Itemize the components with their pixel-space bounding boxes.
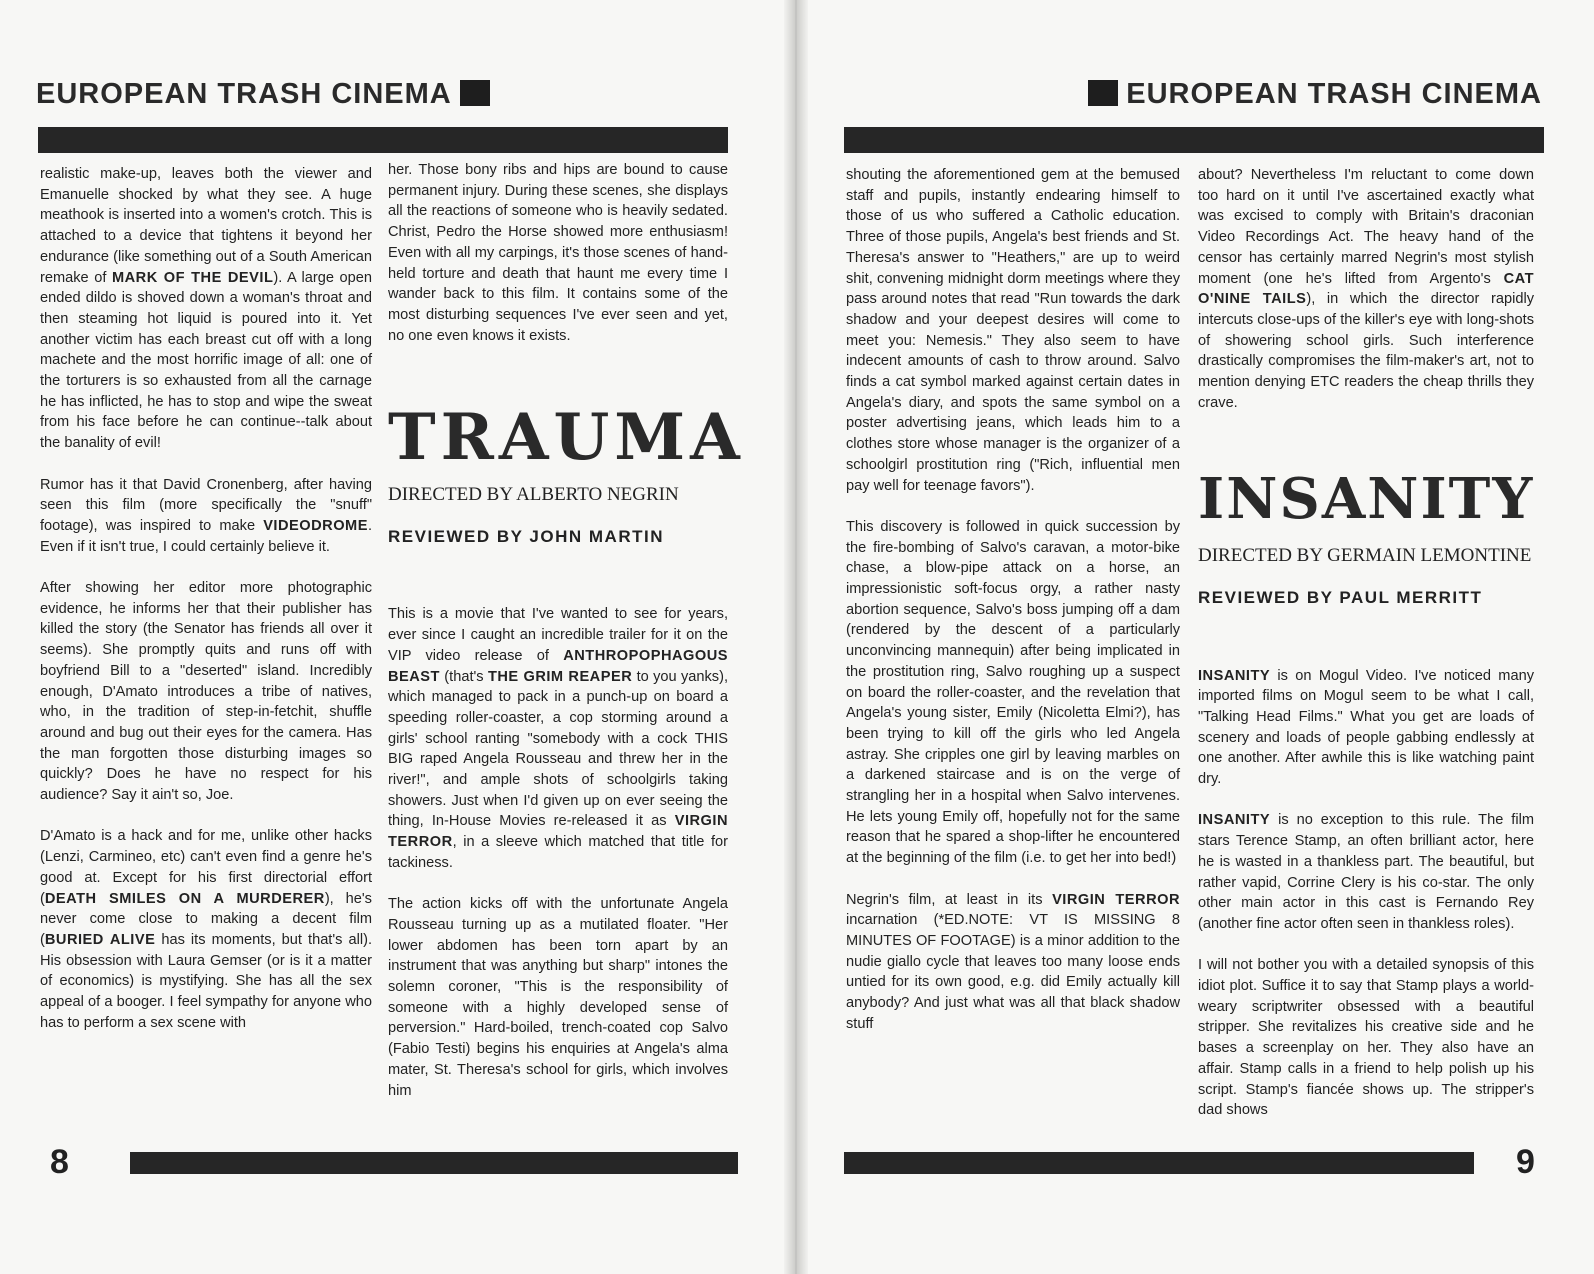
paragraph: Negrin's film, at least in its VIRGIN TERROR incarnation (*ED.NOTE: VT IS MISSING 8 MINUTES OF FOOTAGE) is a minor addition to the nudie giallo cycle that leaves too many loose ends untied for its own good, e.g. did Emily actually kill anybody? And just what was all that black shadow stuff [846, 891, 1180, 1032]
top-rule [844, 127, 1544, 153]
column-left-2-text [388, 160, 728, 346]
column-right-2-text [1198, 165, 1534, 413]
bottom-rule [844, 1152, 1474, 1174]
film-title: CAT O'NINE TAILS [1198, 270, 1534, 308]
page-right [808, 0, 1594, 1274]
paragraph: This discovery is followed in quick succession by the fire-bombing of Salvo's caravan, a motor-bike chase, a blow-pipe attack on a horse, an impressionistic soft-focus orgy, a rather nasty abortion sequence, Salvo's boss jumping off a dam (rendered by the descent of a particularly unconvincing mannequin) after being implicated in the prostitution ring, Salvo roughing up a suspect on board the roller-coaster, and the revelation that Angela's young sister, Emily (Nicoletta Elmi?), has been trying to kill off the girls who led Angela astray. She cripples one girl by leaving marbles on a darkened staircase and is on the verge of strangling her in a hospital when Salvo intervenes. He lets young Emily off, hopefully not for the same reason that he spared a shop-lifter he encountered at the beginning of the film (i.e. to get her into bed!) [846, 518, 1180, 867]
column-right-1 [846, 165, 1180, 1035]
paragraph: D'Amato is a hack and for me, unlike other hacks (Lenzi, Carmineo, etc) can't even find a genre he's good at. Except for his first directorial effort (DEATH SMILES ON A MURDERER), he's never come close to making a decent film (BURIED ALIVE has its moments, but that's all). His obsession with Laura Gemser (or is it a matter of economics) is mystifying. She has all the sex appeal of a booger. I feel sympathy for anyone who has to perform a sex scene with [40, 828, 373, 1031]
paragraph: INSANITY is on Mogul Video. I've noticed many imported films on Mogul seem to be what I call, "Talking Head Films." What you get are loads of scenery and loads of people gabbing endlessly at one another. After awhile this is like watching paint dry. [1198, 667, 1534, 788]
film-title: BURIED ALIVE [44, 931, 156, 948]
film-title: VIRGIN TERROR [1052, 891, 1180, 908]
reviewed-by: REVIEWED BY JOHN MARTIN [388, 527, 664, 547]
paragraph: I will not bother you with a detailed synopsis of this idiot plot. Suffice it to say that Stamp plays a world-weary scriptwriter obsessed with a beautiful stripper. She revitalizes his creative side and he bases a screenplay on her. They also have an affair. Stamp calls in a friend to help polish up his script. Stamp's fiancée shows up. The stripper's dad shows [1198, 957, 1534, 1119]
paragraph: realistic make-up, leaves both the viewer and Emanuelle shocked by what they see. A huge meathook is inserted into a women's crotch. This is attached to a device that tightens it beyond her endurance (like something out of a South American remake of MARK OF THE DEVIL). A large open ended dildo is shoved down a woman's throat and then steaming hot liquid is poured into it. Yet another victim has each breast cut off with a long machete and the most horrific image of all: one of the torturers is so exhausted from all the carnage he has inflicted, he has to stop and wipe the sweat from his face before he can continue--talk about the banality of evil! [40, 166, 372, 452]
film-title: DEATH SMILES ON A MURDERER [44, 890, 325, 907]
column-right-2 [1198, 165, 1534, 1121]
paragraph: The action kicks off with the unfortunate Angela Rousseau turning up as a mutilated floater. "Her lower abdomen has been torn apart by an instrument that was anything but sharp" intones the solemn coroner, "This is the responsibility of someone with a highly developed sense of perversion." Hard-boiled, trench-coated cop Salvo (Fabio Testi) begins his enquiries at Angela's alma mater, St. Theresa's school for girls, which involves him [388, 896, 728, 1099]
paragraph: INSANITY is no exception to this rule. The film stars Terence Stamp, an often brilliant actor, here he is wasted in a thankless part. The beautiful, but rather vapid, Corrine Clery is his co-star. The only other main actor in this cast is Fernando Rey (another fine actor often seen in thankless roles). [1198, 812, 1534, 932]
page-number: 8 [50, 1143, 69, 1181]
film-title: VIRGIN TERROR [388, 813, 728, 851]
directed-by: DIRECTED BY ALBERTO NEGRIN [388, 484, 679, 506]
page-header [36, 78, 490, 111]
film-title: INSANITY [1198, 667, 1271, 684]
paragraph: about? Nevertheless I'm reluctant to come down too hard on it until I've ascertained exactly what was excised to comply with Britain's draconian Video Recordings Act. The heavy hand of the censor has certainly marred Negrin's most stylish moment (one he's lifted from Argento's CAT O'NINE TAILS), in which the director rapidly intercuts close-ups of the killer's eye with long-shots of showering school girls. Such interference drastically compromises the film-maker's art, not to mention denying ETC readers the cheap thrills they crave. [1198, 167, 1534, 411]
paragraph: Rumor has it that David Cronenberg, after having seen this film (more specifically the "snuff" footage), was inspired to make VIDEODROME. Even if it isn't true, I could certainly believe it. [40, 476, 372, 555]
review-title-insanity: INSANITY [1198, 466, 1535, 533]
film-title: VIDEODROME [263, 517, 368, 534]
spine-gutter [784, 0, 808, 1274]
paragraph: shouting the aforementioned gem at the bemused staff and pupils, instantly endearing himself to those of us who suffered a Catholic education. Three of those pupils, Angela's best friends and St. Theresa's answer to "Heathers," are up to weird shit, convening midnight dorm meetings where they pass around notes that read "Run towards the dark shadow and your deepest desires will come to meet you: Nemesis." They also seem to have indecent amounts of cash to throw around. Salvo finds a cat symbol marked against certain dates in Angela's diary, and spots the same symbol on a poster advertising jeans, which leads him to a clothes store whose manager is the organizer of a schoolgirl prostitution ring ("Rich, influential men pay well for teenage favors"). [846, 167, 1180, 494]
film-title: THE GRIM REAPER [487, 668, 633, 685]
header-text: EUROPEAN TRASH CINEMA [1126, 78, 1542, 110]
bottom-rule [130, 1152, 738, 1174]
paragraph: After showing her editor more photographic evidence, he informs her that their publisher has killed the story (the Senator has friends all over it seems). She promptly quits and runs off with boyfriend Bill to a "deserted" island. Incredibly enough, D'Amato introduces a tribe of natives, who, in the tradition of step-in-fetchit, shuffle around and bug out their eyes for the camera. Has the man forgotten those disturbing images so quickly? Does he have no respect for his audience? Say it ain't so, Joe. [40, 580, 372, 804]
film-title: INSANITY [1198, 812, 1271, 829]
reviewed-by: REVIEWED BY PAUL MERRITT [1198, 588, 1483, 608]
review-body-trauma [388, 604, 728, 1101]
top-rule [38, 127, 728, 153]
page-number: 9 [1516, 1143, 1535, 1181]
paragraph: This is a movie that I've wanted to see for years, ever since I caught an incredible trailer for it on the VIP video release of ANTHROPOPHAGOUS BEAST (that's THE GRIM REAPER to you yanks), which managed to pack in a punch-up on board a speeding roller-coaster, a cop storming around a girls' school ranting "somebody with a cock THIS BIG raped Angela Rousseau and threw her in the river!", and ample shots of schoolgirls taking showers. Just when I'd given up on ever seeing the thing, In-House Movies re-released it as VIRGIN TERROR, in a sleeve which matched that title for tackiness. [388, 606, 728, 871]
paragraph: her. Those bony ribs and hips are bound to cause permanent injury. During these scenes, she displays all the reactions of someone who is heavily sedated. Christ, Pedro the Horse showed more enthusiasm! Even with all my carpings, it's those scenes of hand-held torture and death that haunt me every time I wander back to this film. It contains some of the most disturbing sequences I've ever seen and yet, no one even knows it exists. [388, 162, 728, 344]
column-left-2 [388, 160, 745, 1101]
header-text: EUROPEAN TRASH CINEMA [36, 78, 452, 110]
film-title: ANTHROPOPHAGOUS BEAST [388, 647, 728, 685]
page-header [1088, 78, 1542, 111]
review-title-trauma: TRAUMA [388, 400, 745, 476]
directed-by: DIRECTED BY GERMAIN LEMONTINE [1198, 545, 1532, 567]
column-left-1 [40, 164, 372, 1033]
header-block [1088, 80, 1118, 106]
film-title: MARK OF THE DEVIL [111, 269, 274, 286]
header-block [460, 80, 490, 106]
page-left [0, 0, 784, 1274]
review-body-insanity [1198, 666, 1534, 1121]
